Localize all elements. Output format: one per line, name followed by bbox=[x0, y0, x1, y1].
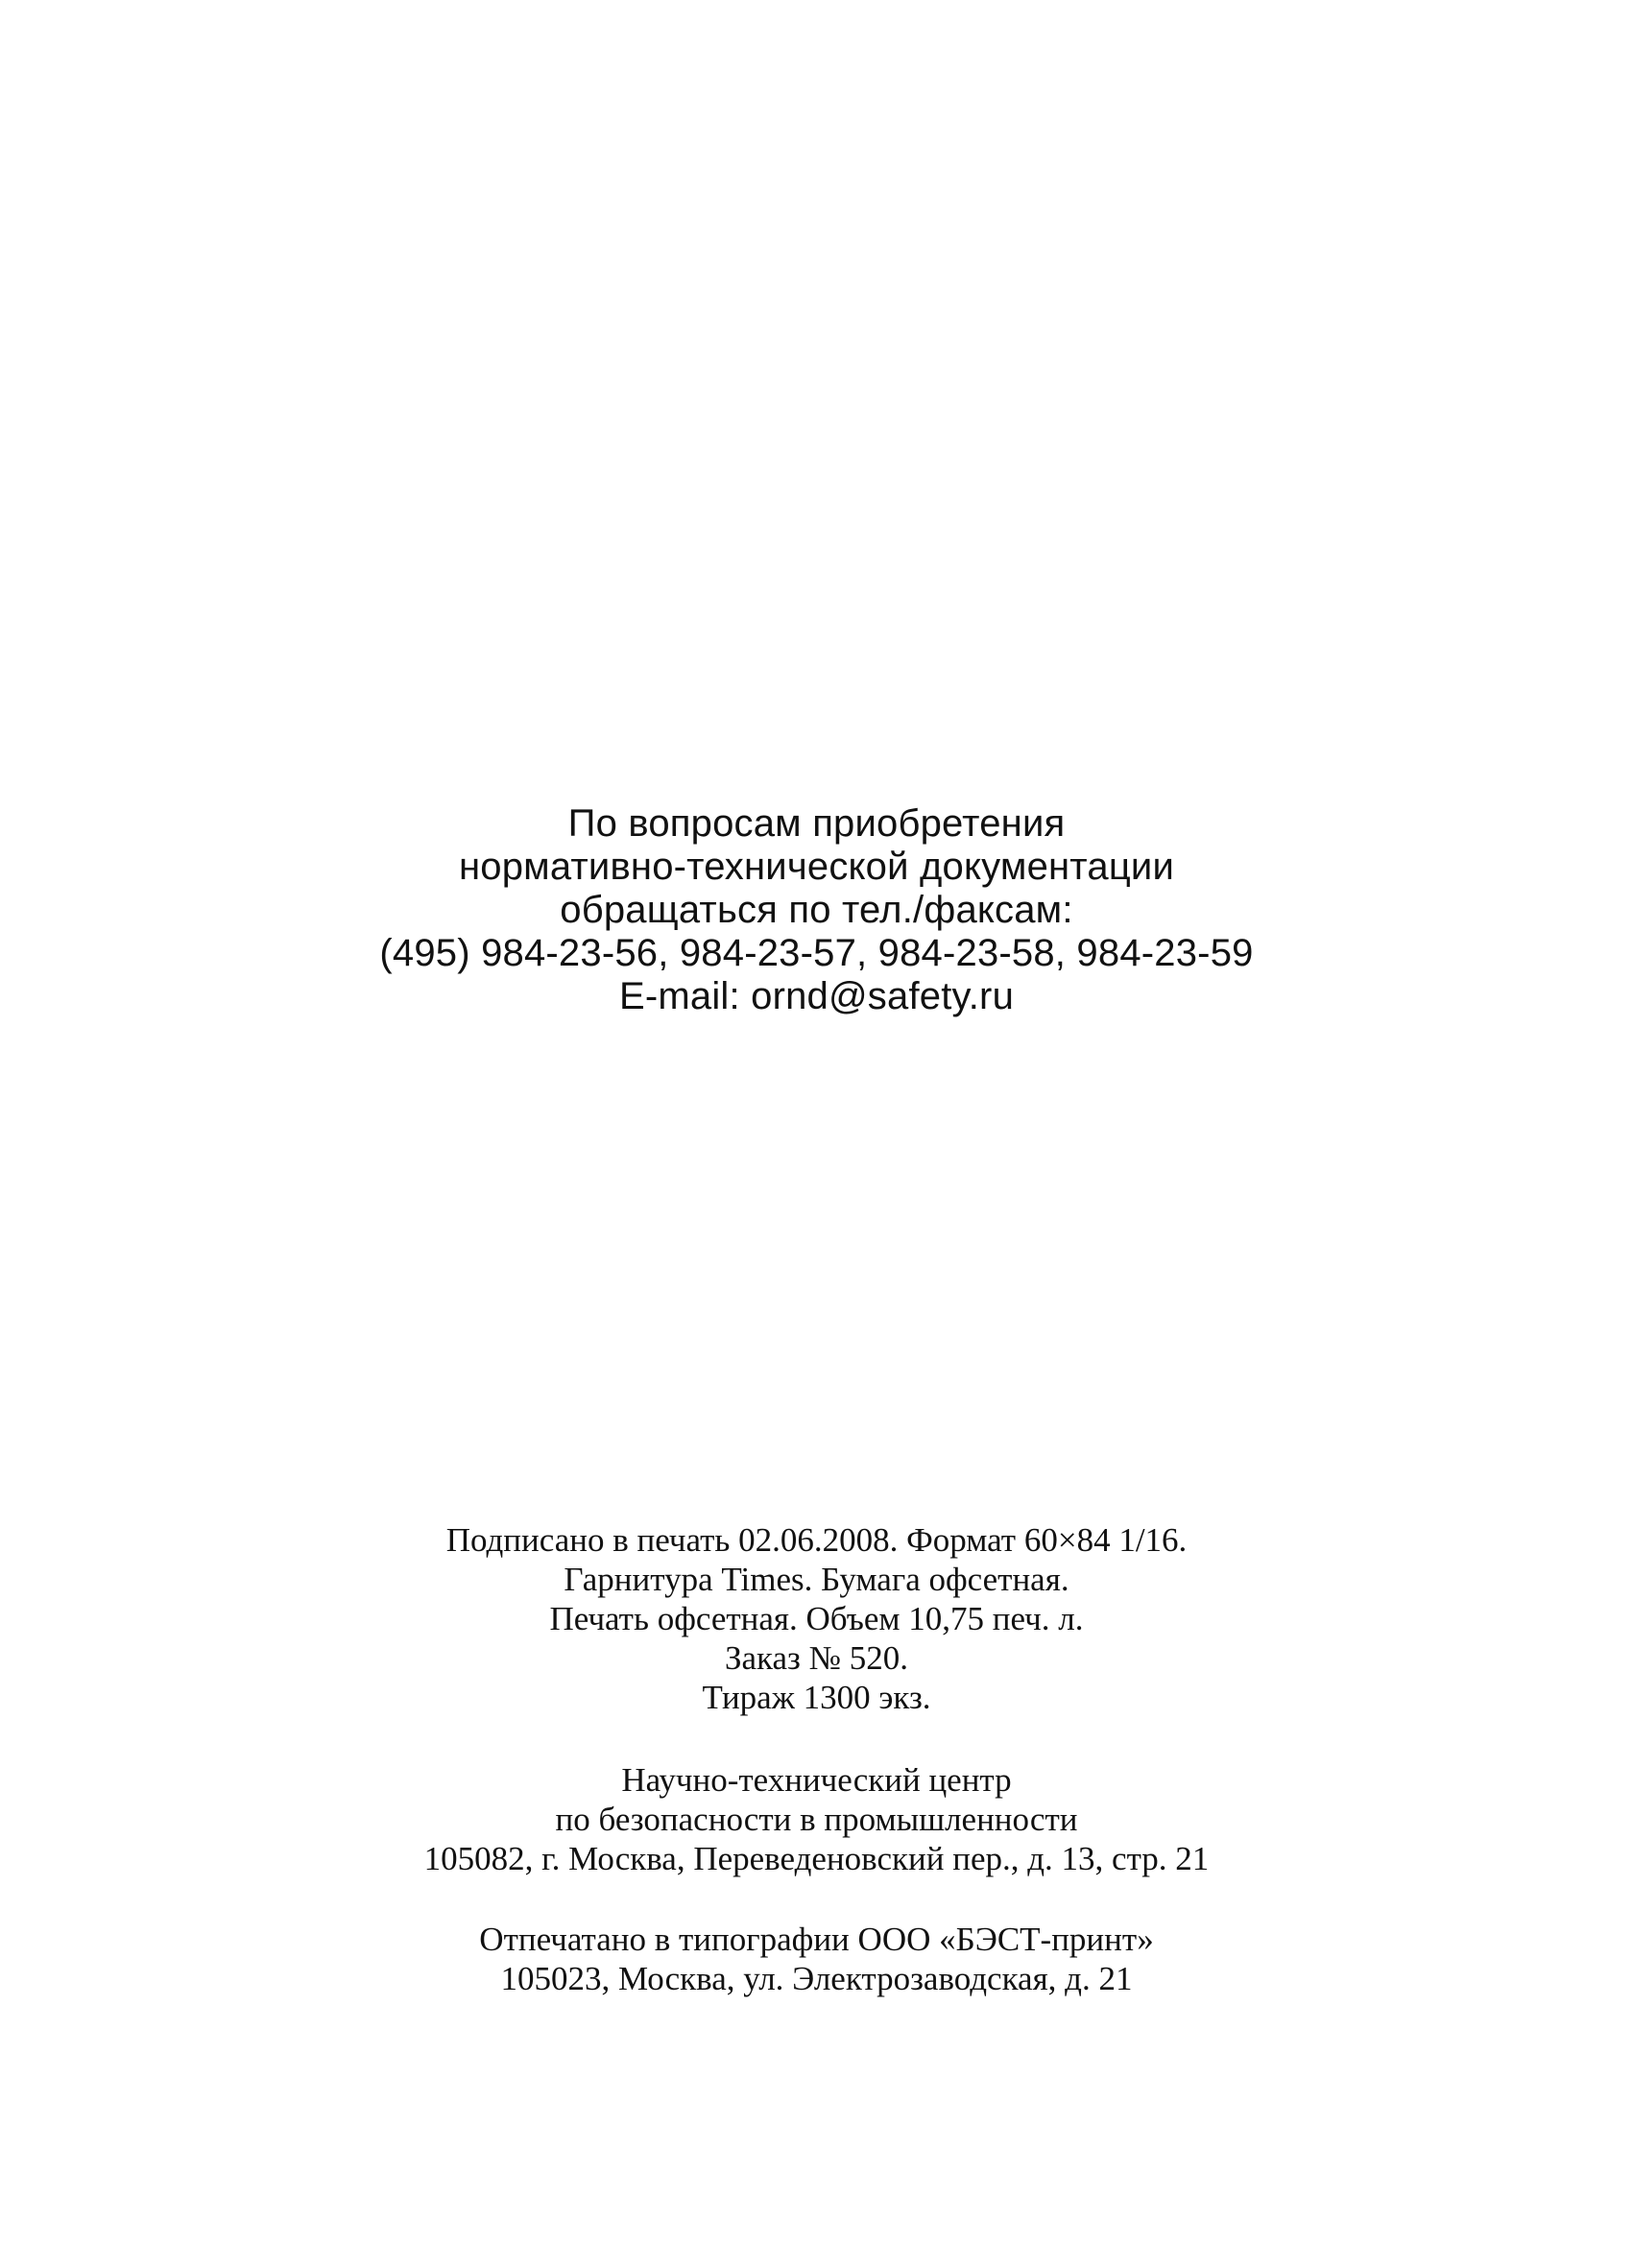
publisher-line-name: Научно-технический центр bbox=[621, 1761, 1012, 1799]
contacts-line-email: E-mail: ornd@safety.ru bbox=[618, 975, 1015, 1017]
imprint-line-circulation: Тираж 1300 экз. bbox=[702, 1679, 931, 1716]
imprint-line-order: Заказ № 520. bbox=[724, 1639, 909, 1677]
contacts-line-documentation: нормативно-технической документации bbox=[458, 846, 1175, 888]
purchase-contacts-block bbox=[0, 802, 1633, 1018]
imprint-block bbox=[0, 1520, 1633, 1717]
publisher-line-name-cont: по безопасности в промышленности bbox=[555, 1801, 1078, 1838]
publisher-line-address: 105082, г. Москва, Переведеновский пер., д. 13, стр. 21 bbox=[423, 1840, 1210, 1877]
contacts-line-purchase: По вопросам приобретения bbox=[567, 802, 1066, 845]
contacts-line-contact-by: обращаться по тел./факсам: bbox=[560, 889, 1073, 931]
imprint-line-print-volume: Печать офсетная. Объем 10,75 печ. л. bbox=[549, 1600, 1084, 1637]
imprint-line-signed-format: Подписано в печать 02.06.2008. Формат 60×84 1/16. bbox=[445, 1521, 1188, 1559]
printer-line-name: Отпечатано в типографии ООО «БЭСТ-принт» bbox=[479, 1921, 1154, 1958]
imprint-line-typeface-paper: Гарнитура Times. Бумага офсетная. bbox=[564, 1561, 1069, 1598]
contacts-line-phones: (495) 984-23-56, 984-23-57, 984-23-58, 984-23-59 bbox=[379, 932, 1254, 974]
printer-block bbox=[0, 1920, 1633, 1998]
printer-line-address: 105023, Москва, ул. Электрозаводская, д. 21 bbox=[500, 1960, 1133, 1997]
publisher-block bbox=[0, 1760, 1633, 1878]
